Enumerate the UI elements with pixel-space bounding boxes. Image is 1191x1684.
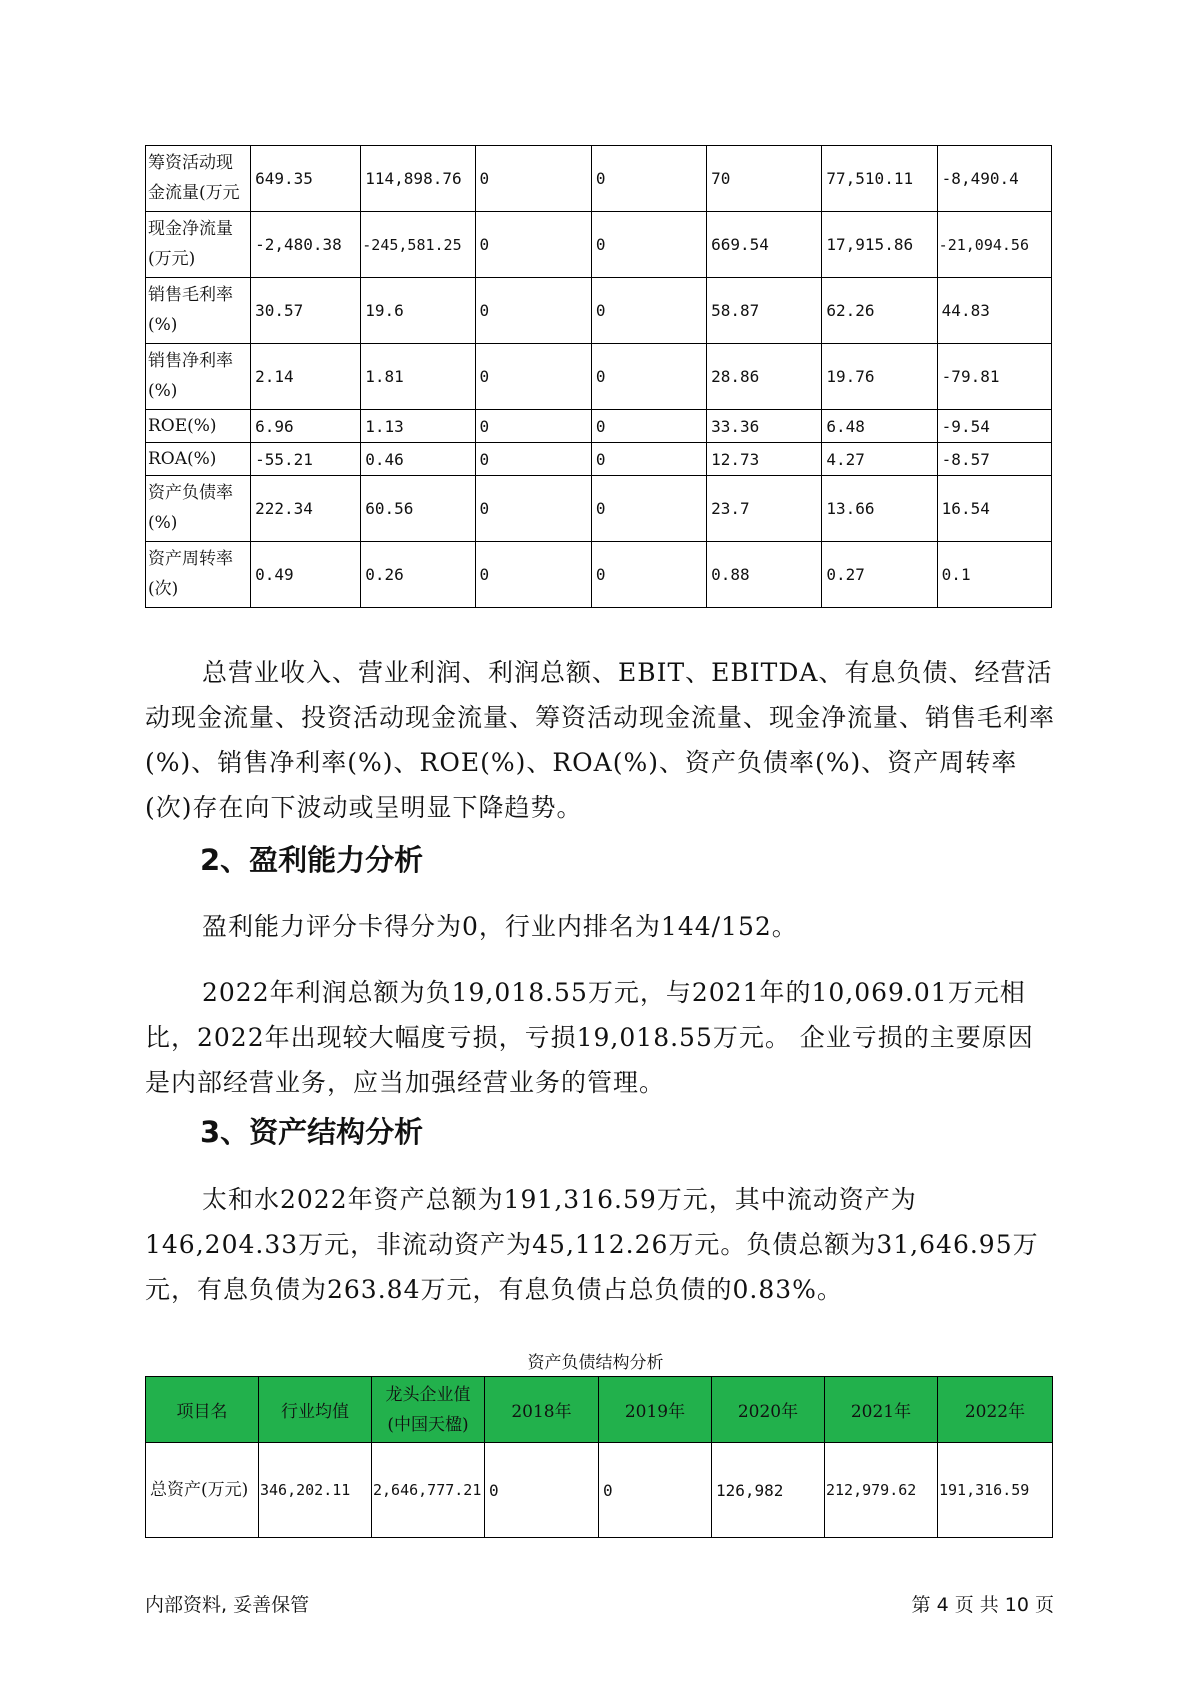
row-label: 现金净流量(万元) bbox=[146, 212, 251, 278]
table-cell: 0 bbox=[485, 1443, 599, 1538]
column-header: 项目名 bbox=[146, 1377, 259, 1443]
table-cell: 0 bbox=[599, 1443, 712, 1538]
table-cell: 62.26 bbox=[822, 278, 937, 344]
asset-detail-paragraph: 太和水2022年资产总额为191,316.59万元，其中流动资产为146,204.33万元，非流动资产为45,112.26万元。负债总额为31,646.95万元，有息负债为263.84万元，有息负债占总负债的0.83%。 bbox=[145, 1185, 1039, 1304]
table-row bbox=[146, 344, 1052, 410]
table-cell: 28.86 bbox=[707, 344, 822, 410]
table-cell: -9.54 bbox=[937, 410, 1051, 443]
table-cell: 0 bbox=[591, 344, 706, 410]
table-cell: 222.34 bbox=[251, 476, 361, 542]
column-header: 行业均值 bbox=[259, 1377, 372, 1443]
table-caption: 资产负债结构分析 bbox=[527, 1353, 664, 1373]
table-cell: 2.14 bbox=[251, 344, 361, 410]
table-row bbox=[146, 146, 1052, 212]
table-cell: 1.13 bbox=[361, 410, 475, 443]
table-cell: 0.26 bbox=[361, 542, 475, 608]
table-cell: 0 bbox=[475, 410, 591, 443]
table-cell: 16.54 bbox=[937, 476, 1051, 542]
table-cell: 0 bbox=[475, 476, 591, 542]
row-label: 资产周转率(次) bbox=[146, 542, 251, 608]
table-cell: 0 bbox=[475, 344, 591, 410]
table-cell: 77,510.11 bbox=[822, 146, 937, 212]
column-header: 2018年 bbox=[485, 1377, 599, 1443]
table-cell: 6.48 bbox=[822, 410, 937, 443]
table-header-row bbox=[146, 1377, 1053, 1443]
table-cell: -8,490.4 bbox=[937, 146, 1051, 212]
table-cell: 212,979.62 bbox=[825, 1443, 938, 1538]
table-row bbox=[146, 476, 1052, 542]
table-row bbox=[146, 542, 1052, 608]
table-cell: 346,202.11 bbox=[259, 1443, 372, 1538]
table-cell: 0 bbox=[591, 443, 706, 476]
page-number: 第 4 页 共 10 页 bbox=[911, 1594, 1054, 1616]
table-cell: 70 bbox=[707, 146, 822, 212]
table-cell: 12.73 bbox=[707, 443, 822, 476]
table-cell: 114,898.76 bbox=[361, 146, 475, 212]
row-label: ROA(%) bbox=[146, 443, 251, 476]
section-heading-profit: 2、盈利能力分析 bbox=[200, 843, 424, 877]
table-cell: 33.36 bbox=[707, 410, 822, 443]
table-cell: 0 bbox=[591, 146, 706, 212]
table-cell: 0 bbox=[475, 278, 591, 344]
table-cell: 13.66 bbox=[822, 476, 937, 542]
table-cell: 60.56 bbox=[361, 476, 475, 542]
table-cell: 0 bbox=[475, 443, 591, 476]
table-cell: -55.21 bbox=[251, 443, 361, 476]
table-cell: -2,480.38 bbox=[251, 212, 361, 278]
table-cell: 0 bbox=[591, 542, 706, 608]
table-cell: 2,646,777.21 bbox=[372, 1443, 485, 1538]
table-cell: 0 bbox=[475, 542, 591, 608]
table-cell: 126,982 bbox=[712, 1443, 825, 1538]
profit-score-paragraph: 盈利能力评分卡得分为0，行业内排名为144/152。 bbox=[202, 912, 798, 941]
table-cell: 6.96 bbox=[251, 410, 361, 443]
table-row bbox=[146, 278, 1052, 344]
table-cell: 19.76 bbox=[822, 344, 937, 410]
row-label: 资产负债率(%) bbox=[146, 476, 251, 542]
table-cell: -79.81 bbox=[937, 344, 1051, 410]
column-header: 2020年 bbox=[712, 1377, 825, 1443]
table-row bbox=[146, 1443, 1053, 1538]
table-cell: 1.81 bbox=[361, 344, 475, 410]
table-cell: -21,094.56 bbox=[937, 212, 1051, 278]
table-cell: 191,316.59 bbox=[938, 1443, 1053, 1538]
table-row bbox=[146, 410, 1052, 443]
table-cell: 0 bbox=[591, 278, 706, 344]
column-header: 2021年 bbox=[825, 1377, 938, 1443]
table-cell: 0.49 bbox=[251, 542, 361, 608]
table-cell: 669.54 bbox=[707, 212, 822, 278]
table-cell: 0.46 bbox=[361, 443, 475, 476]
table-cell: 0 bbox=[591, 212, 706, 278]
table-cell: 0 bbox=[591, 410, 706, 443]
column-header: 2019年 bbox=[599, 1377, 712, 1443]
table-cell: -245,581.25 bbox=[361, 212, 475, 278]
section-heading-asset: 3、资产结构分析 bbox=[200, 1115, 424, 1149]
row-label: 销售净利率(%) bbox=[146, 344, 251, 410]
table-row bbox=[146, 212, 1052, 278]
table-cell: 0.1 bbox=[937, 542, 1051, 608]
table-cell: 17,915.86 bbox=[822, 212, 937, 278]
table-cell: 30.57 bbox=[251, 278, 361, 344]
balance-structure-table bbox=[145, 1376, 1053, 1538]
table-cell: 0.27 bbox=[822, 542, 937, 608]
profit-detail-paragraph: 2022年利润总额为负19,018.55万元，与2021年的10,069.01万元相比，2022年出现较大幅度亏损，亏损19,018.55万元。 企业亏损的主要原因是内部经营业务，应当加强经营业务的管理。 bbox=[145, 978, 1034, 1097]
table-cell: 0 bbox=[475, 212, 591, 278]
row-label: 总资产(万元) bbox=[146, 1443, 259, 1538]
table-cell: 58.87 bbox=[707, 278, 822, 344]
table-cell: 44.83 bbox=[937, 278, 1051, 344]
table-cell: 649.35 bbox=[251, 146, 361, 212]
table-cell: 23.7 bbox=[707, 476, 822, 542]
table-cell: -8.57 bbox=[937, 443, 1051, 476]
column-header: 2022年 bbox=[938, 1377, 1053, 1443]
table-cell: 19.6 bbox=[361, 278, 475, 344]
row-label: 销售毛利率(%) bbox=[146, 278, 251, 344]
trend-paragraph: 总营业收入、营业利润、利润总额、EBIT、EBITDA、有息负债、经营活动现金流量、投资活动现金流量、筹资活动现金流量、现金净流量、销售毛利率(%)、销售净利率(%)、ROE(%)、ROA(%)、资产负债率(%)、资产周转率(次)存在向下波动或呈明显下降趋势。 bbox=[145, 658, 1056, 822]
row-label: ROE(%) bbox=[146, 410, 251, 443]
financial-indicators-table bbox=[145, 145, 1052, 608]
column-header: 龙头企业值(中国天楹) bbox=[372, 1377, 485, 1443]
table-cell: 4.27 bbox=[822, 443, 937, 476]
table-cell: 0 bbox=[591, 476, 706, 542]
row-label: 筹资活动现金流量(万元 bbox=[146, 146, 251, 212]
table-row bbox=[146, 443, 1052, 476]
footer-note: 内部资料, 妥善保管 bbox=[145, 1594, 310, 1616]
table-cell: 0.88 bbox=[707, 542, 822, 608]
table-cell: 0 bbox=[475, 146, 591, 212]
